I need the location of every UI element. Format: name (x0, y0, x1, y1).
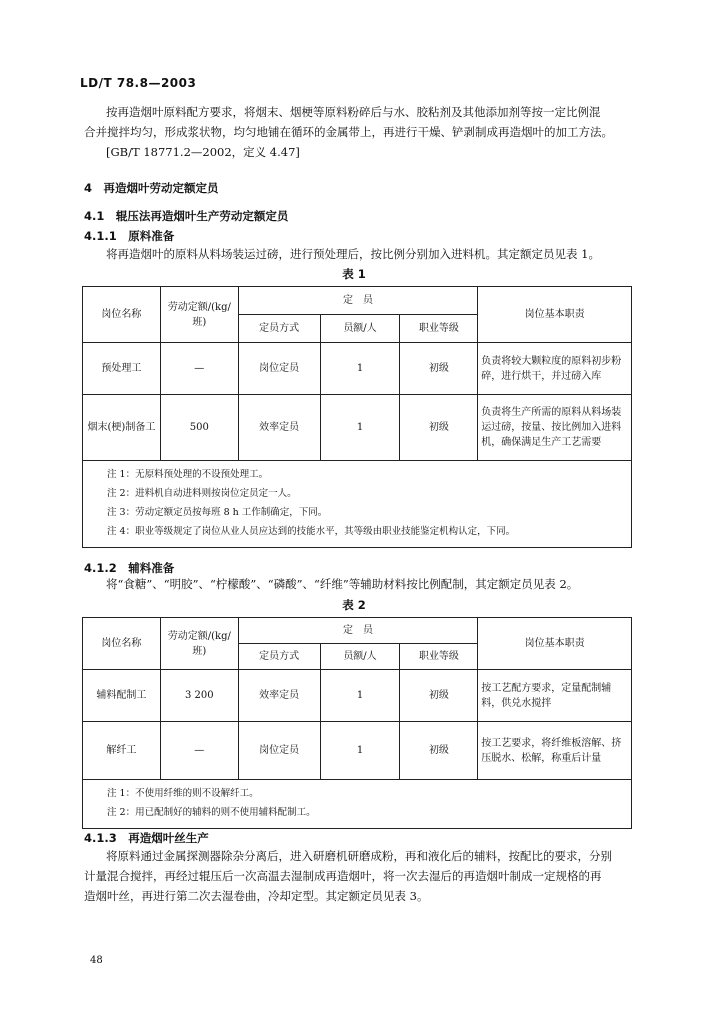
table-2-caption: 表 2 (342, 598, 366, 612)
table-2-header-staffing: 定 员 (238, 618, 478, 644)
table-cell: 岗位定员 (238, 722, 320, 780)
table-1-header-quota: 劳动定额/(kg/班) (160, 287, 238, 343)
table-1-header-method: 定员方式 (238, 315, 320, 343)
table-cell: 初级 (400, 722, 478, 780)
table-cell: 负责将较大颗粒度的原料初步粉碎，进行烘干，并过磅入库 (478, 343, 632, 395)
table-2-header-count: 员额/人 (320, 644, 400, 670)
table-note: 注 2：用已配制好的辅料的则不使用辅料配制工。 (107, 807, 316, 818)
table-cell: 1 (320, 395, 400, 461)
table-note: 注 4：职业等级规定了岗位从业人员应达到的技能水平，其等级由职业技能鉴定机构认定，下同。 (107, 526, 516, 537)
section-4-heading: 4 再造烟叶劳动定额定员 (84, 181, 219, 195)
table-1-header-staffing: 定 员 (238, 287, 478, 315)
table-1-notes (83, 461, 632, 548)
section-4-1-3-heading: 4.1.3 再造烟叶丝生产 (84, 831, 209, 845)
table-cell: 1 (320, 343, 400, 395)
table-1 (82, 286, 632, 548)
table-2-header-method: 定员方式 (238, 644, 320, 670)
table-1-caption: 表 1 (342, 267, 366, 281)
table-cell: 效率定员 (238, 395, 320, 461)
page-number: 48 (90, 955, 103, 966)
table-2-header-position: 岗位名称 (83, 618, 161, 670)
section-4-1-3-line-1: 将原料通过金属探测器除杂分离后，进入研磨机研磨成粉，再和液化后的辅料，按配比的要求，分别 (106, 849, 612, 863)
table-note: 注 3：劳动定额定员按每班 8 h 工作制确定，下同。 (107, 507, 328, 518)
intro-line-1: 按再造烟叶原料配方要求，将烟末、烟梗等原料粉碎后与水、胶粘剂及其他添加剂等按一定比例混 (106, 105, 601, 119)
table-row (83, 395, 632, 461)
table-cell: — (160, 343, 238, 395)
table-note: 注 1：不使用纤维的则不设解纤工。 (107, 788, 259, 799)
table-cell: 3 200 (160, 670, 238, 722)
table-1-header-level: 职业等级 (400, 315, 478, 343)
table-cell: 辅料配制工 (83, 670, 161, 722)
table-note: 注 1：无原料预处理的不设预处理工。 (107, 469, 269, 480)
document-header: LD/T 78.8—2003 (80, 76, 197, 90)
table-cell: 烟末(梗)制备工 (83, 395, 161, 461)
section-4-1-2-heading: 4.1.2 辅料准备 (84, 561, 175, 575)
table-cell: 初级 (400, 670, 478, 722)
table-cell: 效率定员 (238, 670, 320, 722)
table-cell: 1 (320, 722, 400, 780)
table-2-header-level: 职业等级 (400, 644, 478, 670)
table-1-header-count: 员额/人 (320, 315, 400, 343)
section-4-1-1-heading: 4.1.1 原料准备 (84, 229, 175, 243)
table-cell: — (160, 722, 238, 780)
table-cell: 初级 (400, 395, 478, 461)
section-4-1-1-text: 将再造烟叶的原料从料场装运过磅，进行预处理后，按比例分别加入进料机。其定额定员见表 1。 (106, 247, 600, 261)
table-2-header-duty: 岗位基本职责 (478, 618, 632, 670)
intro-line-2: 合并搅拌均匀，形成浆状物，均匀地铺在循环的金属带上，再进行干燥、铲剥制成再造烟叶的加工方法。 (84, 125, 613, 139)
section-4-1-3-line-2: 计量混合搅拌，再经过辊压后一次高温去湿制成再造烟叶，将一次去湿后的再造烟叶制成一定规格的再 (84, 869, 602, 883)
table-2-notes (83, 780, 632, 829)
intro-reference: [GB/T 18771.2—2002，定义 4.47] (106, 145, 300, 159)
section-4-1-3-line-3: 造烟叶丝，再进行第二次去湿卷曲，冷却定型。其定额定员见表 3。 (84, 889, 429, 903)
table-cell: 预处理工 (83, 343, 161, 395)
table-row (83, 343, 632, 395)
table-2 (82, 617, 632, 829)
table-cell: 负责将生产所需的原料从料场装运过磅，按量、按比例加入进料机，确保满足生产工艺需要 (478, 395, 632, 461)
table-cell: 500 (160, 395, 238, 461)
table-cell: 岗位定员 (238, 343, 320, 395)
table-1-header-duty: 岗位基本职责 (478, 287, 632, 343)
table-cell: 1 (320, 670, 400, 722)
table-cell: 按工艺配方要求，定量配制辅料，供兑水搅拌 (478, 670, 632, 722)
table-note: 注 2：进料机自动进料则按岗位定员定一人。 (107, 488, 297, 499)
table-cell: 初级 (400, 343, 478, 395)
table-cell: 解纤工 (83, 722, 161, 780)
table-1-header-position: 岗位名称 (83, 287, 161, 343)
section-4-1-heading: 4.1 辊压法再造烟叶生产劳动定额定员 (84, 209, 289, 223)
table-cell: 按工艺要求，将纤维板溶解、挤压脱水、松解，称重后计量 (478, 722, 632, 780)
table-row (83, 670, 632, 722)
section-4-1-2-text: 将“食糖”、“明胶”、“柠檬酸”、“磷酸”、“纤维”等辅助材料按比例配制，其定额定员见表 2。 (106, 577, 579, 591)
table-2-header-quota: 劳动定额/(kg/班) (160, 618, 238, 670)
table-row (83, 722, 632, 780)
